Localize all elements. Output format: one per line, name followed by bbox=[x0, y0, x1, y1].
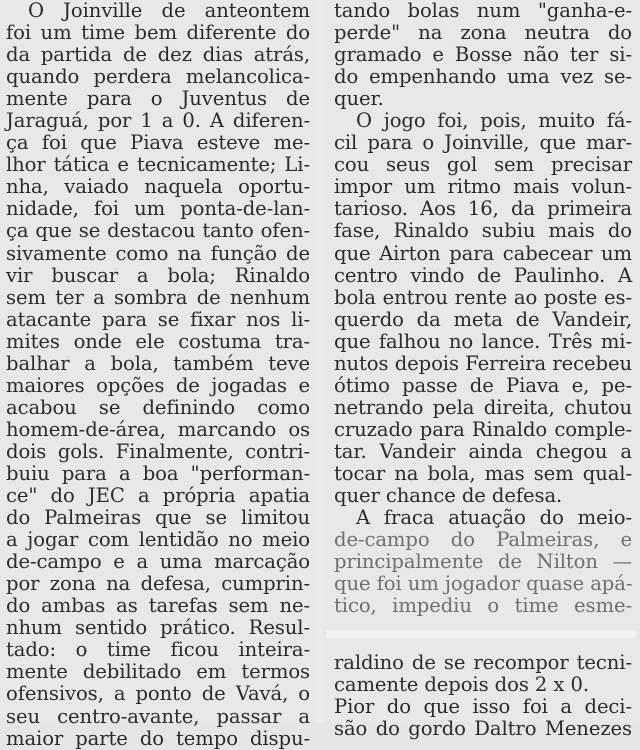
article-line: bola entrou rente ao poste es- bbox=[334, 285, 632, 309]
article-line: dois gols. Finalmente, contri- bbox=[6, 439, 310, 463]
article-line: lhor tática e tecnicamente; Li- bbox=[6, 153, 310, 177]
article-line: nha, vaiado naquela oportu- bbox=[6, 175, 310, 199]
article-line: foi um time bem diferente do bbox=[6, 21, 310, 45]
article-line: querdo da meta de Vandeir, bbox=[334, 307, 632, 331]
article-line: que Airton para cabecear um bbox=[334, 241, 632, 265]
article-line: Pior do que isso foi a deci- bbox=[334, 695, 632, 719]
article-line: ce" do JEC a própria apatia bbox=[6, 484, 310, 508]
article-line: buiu para a boa "performan- bbox=[6, 461, 310, 485]
article-line: atacante para se fixar nos li- bbox=[6, 307, 310, 331]
article-line: da partida de dez dias atrás, bbox=[6, 43, 310, 67]
article-line: vir buscar a bola; Rinaldo bbox=[6, 263, 310, 287]
article-line: sivamente como na função de bbox=[6, 241, 310, 265]
article-line: cruzado para Rinaldo comple- bbox=[334, 417, 632, 441]
article-line: ofensivos, a ponto de Vavá, o bbox=[6, 682, 310, 706]
article-line: de-campo do Palmeiras, e bbox=[334, 528, 632, 552]
article-column-right-top bbox=[334, 0, 632, 617]
article-line: balhar a bola, também teve bbox=[6, 351, 310, 375]
article-line: nhum sentido prático. Resul- bbox=[6, 616, 310, 640]
article-line: cil para o Joinville, que mar- bbox=[334, 131, 632, 155]
article-line: do Palmeiras que se limitou bbox=[6, 506, 310, 530]
article-line: maiores opções de jogadas e bbox=[6, 373, 310, 397]
article-line: O jogo foi, pois, muito fá- bbox=[356, 109, 632, 133]
article-line: nutos depois Ferreira recebeu bbox=[334, 351, 632, 375]
article-column-left bbox=[6, 0, 310, 750]
article-line: A fraca atuação do meio- bbox=[356, 506, 632, 530]
article-line: ça foi que Piava esteve me- bbox=[6, 131, 310, 155]
article-line: quer chance de defesa. bbox=[334, 484, 563, 508]
article-line: sem ter a sombra de nenhum bbox=[6, 285, 310, 309]
article-line: seu centro-avante, passar a bbox=[6, 704, 310, 728]
article-line: cou seus gol sem precisar bbox=[334, 153, 632, 177]
article-line: nidade, foi um ponta-de-lan- bbox=[6, 197, 310, 221]
article-line: mente para o Juventus de bbox=[6, 87, 310, 111]
article-line: camente depois dos 2 x 0. bbox=[334, 673, 589, 697]
article-line: que foi um jogador quase apá- bbox=[334, 572, 633, 596]
article-line: são do gordo Daltro Menezes bbox=[334, 717, 632, 741]
article-line: a jogar com lentidão no meio bbox=[6, 528, 310, 552]
article-line: Jaraguá, por 1 a 0. A diferen- bbox=[6, 109, 310, 133]
article-line: gramado e Bosse não ter si- bbox=[334, 43, 632, 67]
article-line: quando perdera melancolica- bbox=[6, 65, 310, 89]
article-line: tando bolas num "ganha-e- bbox=[334, 0, 632, 22]
article-line: quer. bbox=[334, 87, 384, 111]
article-line: fase, Rinaldo subiu mais do bbox=[334, 219, 632, 243]
column-divider bbox=[326, 630, 636, 638]
article-line: tarioso. Aos 16, da primeira bbox=[334, 197, 632, 221]
article-line: acabou se definindo como bbox=[6, 395, 310, 419]
article-line: maior parte do tempo dispu- bbox=[6, 726, 310, 750]
article-line: ça que se destacou tanto ofen- bbox=[6, 219, 310, 243]
article-line: mente debilitado em termos bbox=[6, 660, 310, 684]
article-line: homem-de-área, marcando os bbox=[6, 417, 310, 441]
article-line: mites onde ele costuma tra- bbox=[6, 329, 310, 353]
article-line: ótimo passe de Piava e, pe- bbox=[334, 373, 632, 397]
article-column-right-bottom bbox=[334, 652, 632, 740]
article-line: de-campo e a uma marcação bbox=[6, 550, 310, 574]
article-line: raldino de se recompor tecni- bbox=[334, 651, 632, 674]
column-gutter bbox=[316, 0, 324, 722]
article-line: O Joinville de anteontem bbox=[28, 0, 310, 22]
article-line: do ambas as tarefas sem ne- bbox=[6, 594, 310, 618]
article-line: tico, impediu o time esme- bbox=[334, 594, 632, 618]
article-line: tocar na bola, mas sem qual- bbox=[334, 461, 632, 485]
article-line: centro vindo de Paulinho. A bbox=[334, 263, 632, 287]
article-line: impor um ritmo mais volun- bbox=[334, 175, 632, 199]
article-line: por zona na defesa, cumprin- bbox=[6, 572, 310, 596]
article-line: principalmente de Nilton — bbox=[334, 550, 632, 574]
article-line: netrando pela direita, chutou bbox=[334, 395, 632, 419]
article-line: do empenhando uma vez se- bbox=[334, 65, 632, 89]
article-line: tado: o time ficou inteira- bbox=[6, 638, 310, 662]
article-line: que falhou no lance. Três mi- bbox=[334, 329, 632, 353]
article-line: tar. Vandeir ainda chegou a bbox=[334, 439, 632, 463]
article-line: perde" na zona neutra do bbox=[334, 21, 632, 45]
